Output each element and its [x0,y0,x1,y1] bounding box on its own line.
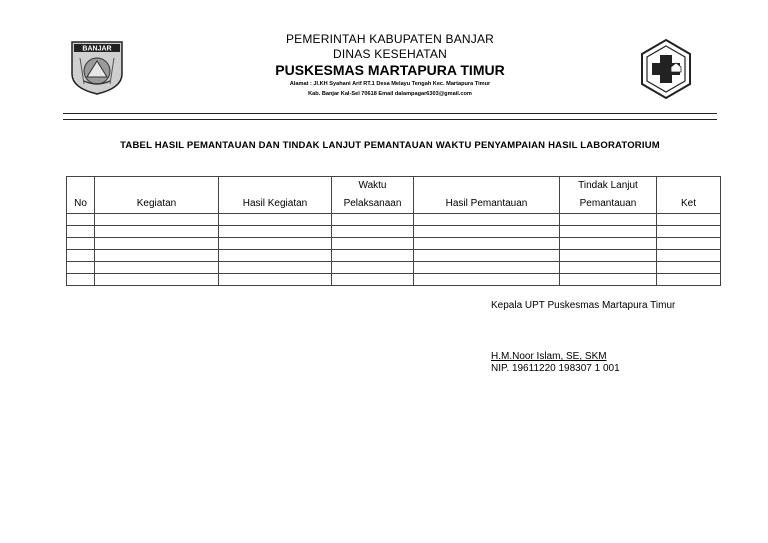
header-tindak-lanjut [560,177,657,214]
government-name: PEMERINTAH KABUPATEN BANJAR [285,32,495,46]
header-kegiatan: Kegiatan [95,177,219,214]
header-divider-bottom [63,119,717,120]
header-hasil-pemantauan: Hasil Pemantauan [414,177,560,214]
table-row [67,214,721,226]
header-divider-top [63,113,717,114]
header-waktu-line1: Waktu [358,180,387,191]
table-row [67,274,721,286]
banjar-regency-logo [70,40,124,96]
signatory-name: H.M.Noor Islam, SE, SKM [491,351,607,362]
table-row [67,226,721,238]
header-tindak-line2: Pemantauan [579,198,637,209]
header-no: No [67,177,95,214]
document-title: TABEL HASIL PEMANTAUAN DAN TINDAK LANJUT PEMANTAUAN WAKTU PENYAMPAIAN HASIL LABORATORIUM [120,140,660,151]
header-waktu-pelaksanaan [332,177,414,214]
header-waktu-line2: Pelaksanaan [343,198,402,209]
signatory-position: Kepala UPT Puskesmas Martapura Timur [491,300,676,311]
svg-text:BANJAR: BANJAR [82,45,112,53]
table-header-row [67,177,721,214]
table-row [67,250,721,262]
address-line: Alamat : Jl.KH Syahani Arif RT.1 Desa Melayu Tengah Kec. Martapura Timur [289,81,491,87]
header-tindak-line1: Tindak Lanjut [578,180,638,191]
contact-line: Kab. Banjar Kal-Sel 70618 Email dalampagar6303@gmail.com [308,91,472,97]
table-row [67,238,721,250]
header-hasil-kegiatan: Hasil Kegiatan [219,177,332,214]
signatory-nip: NIP. 19611220 198307 1 001 [491,363,620,374]
puskesmas-logo [638,37,694,101]
monitoring-table [66,176,721,286]
letterhead [230,32,550,99]
table-row [67,262,721,274]
department-name: DINAS KESEHATAN [333,47,447,61]
institution-name: PUSKESMAS MARTAPURA TIMUR [275,62,505,78]
header-ket: Ket [657,177,721,214]
